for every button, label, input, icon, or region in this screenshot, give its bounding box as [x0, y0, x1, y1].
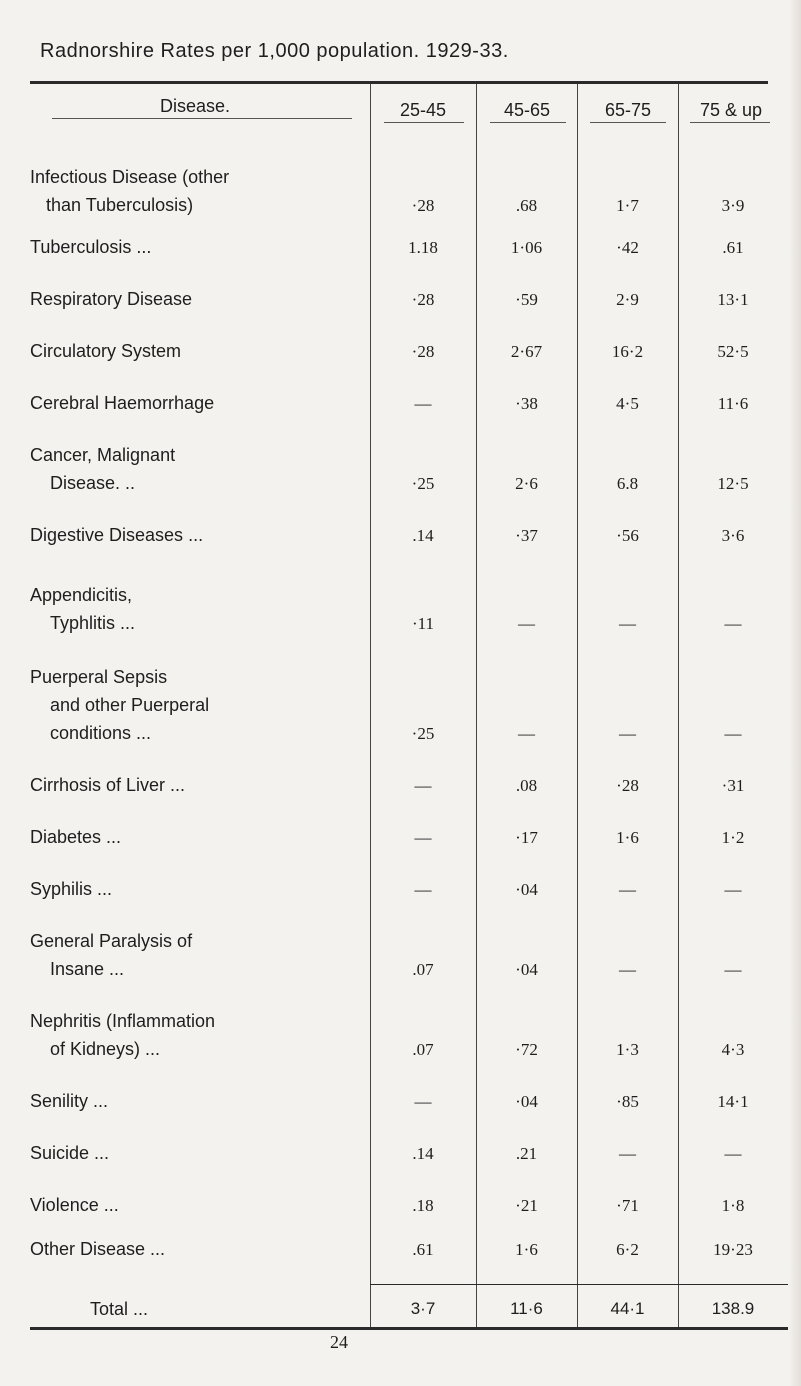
- disease-name: Infectious Disease (other: [30, 167, 230, 187]
- disease-name: Nephritis (Inflammation: [30, 1011, 216, 1031]
- rate-cell: ·72: [515, 1040, 538, 1059]
- rate-cell: ·28: [411, 342, 435, 361]
- page-title: Radnorshire Rates per 1,000 population. 1929-33.: [40, 40, 509, 62]
- column-divider: [370, 84, 371, 1327]
- rate-cell: .61: [722, 238, 744, 257]
- rate-cell: —: [414, 394, 432, 413]
- rate-cell: .21: [515, 1144, 538, 1163]
- rate-cell: ·71: [616, 1196, 639, 1215]
- rate-cell: 1·3: [616, 1040, 639, 1059]
- total-25-45: 3·7: [410, 1299, 436, 1318]
- disease-name: Tuberculosis ...: [30, 237, 152, 257]
- total-75-up: 138.9: [711, 1299, 755, 1318]
- rate-cell: ·59: [515, 290, 538, 309]
- rate-cell: 1·8: [721, 1196, 745, 1215]
- rate-cell: 3·6: [721, 526, 745, 545]
- disease-name: Respiratory Disease: [30, 289, 193, 309]
- rate-cell: 1·7: [616, 196, 639, 215]
- disease-name: Disease. ..: [50, 473, 136, 493]
- disease-name: than Tuberculosis): [46, 195, 194, 215]
- rate-cell: —: [724, 880, 742, 899]
- rate-cell: .14: [412, 1144, 434, 1163]
- rate-cell: .07: [412, 960, 434, 979]
- rate-cell: ·11: [411, 614, 435, 633]
- disease-name: Cerebral Haemorrhage: [30, 393, 215, 413]
- rate-cell: —: [619, 1144, 636, 1163]
- header-underline: [690, 122, 770, 123]
- rate-cell: 12·5: [717, 474, 749, 493]
- rate-cell: ·04: [515, 960, 538, 979]
- header-underline: [490, 122, 566, 123]
- disease-name: Cirrhosis of Liver ...: [30, 775, 186, 795]
- rate-cell: 1.18: [408, 238, 438, 257]
- rate-cell: —: [414, 776, 432, 795]
- disease-name: Puerperal Sepsis: [30, 667, 168, 687]
- rate-cell: 2·67: [510, 342, 543, 361]
- header-45-65: 45-65: [503, 100, 551, 120]
- rate-cell: 13·1: [717, 290, 749, 309]
- disease-name: Cancer, Malignant: [30, 445, 176, 465]
- rate-cell: —: [619, 960, 636, 979]
- rate-cell: .68: [515, 196, 538, 215]
- disease-name: Other Disease ...: [30, 1239, 166, 1259]
- rate-cell: ·28: [411, 196, 435, 215]
- rate-cell: 4·3: [721, 1040, 745, 1059]
- rate-cell: —: [414, 828, 432, 847]
- rate-cell: .08: [515, 776, 538, 795]
- rate-cell: ·25: [411, 474, 435, 493]
- table-bottom-rule: [30, 1327, 788, 1330]
- total-rule: [678, 1284, 788, 1285]
- disease-name: Suicide ...: [30, 1143, 110, 1163]
- rate-cell: —: [518, 614, 535, 633]
- rate-cell: —: [518, 724, 535, 743]
- column-divider: [476, 84, 477, 1327]
- rate-cell: 1·2: [721, 828, 745, 847]
- rate-cell: —: [724, 614, 742, 633]
- header-75-up: 75 & up: [699, 100, 763, 120]
- rate-cell: 1·6: [616, 828, 639, 847]
- total-rule: [370, 1284, 476, 1285]
- disease-name: Diabetes ...: [30, 827, 122, 847]
- rate-cell: 11·6: [717, 394, 749, 413]
- rate-cell: ·25: [411, 724, 435, 743]
- rate-cell: 19·23: [713, 1240, 753, 1259]
- disease-name: and other Puerperal: [50, 695, 210, 715]
- rate-cell: —: [724, 960, 742, 979]
- header-disease: Disease.: [159, 96, 231, 116]
- header-underline: [52, 118, 352, 119]
- rate-cell: —: [619, 724, 636, 743]
- rate-cell: —: [414, 880, 432, 899]
- header-underline: [384, 122, 464, 123]
- total-label: Total ...: [90, 1299, 149, 1319]
- disease-name: Syphilis ...: [30, 879, 113, 899]
- header-65-75: 65-75: [604, 100, 652, 120]
- header-underline: [590, 122, 666, 123]
- page-edge: [789, 0, 801, 1386]
- rate-cell: ·04: [515, 1092, 538, 1111]
- total-45-65: 11·6: [510, 1299, 543, 1318]
- rate-cell: .07: [412, 1040, 434, 1059]
- rate-cell: 1·6: [515, 1240, 538, 1259]
- disease-name: General Paralysis of: [30, 931, 193, 951]
- disease-name: Appendicitis,: [30, 585, 133, 605]
- rate-cell: 3·9: [721, 196, 745, 215]
- rate-cell: ·28: [616, 776, 639, 795]
- rates-table: [30, 0, 798, 1386]
- rate-cell: 4·5: [616, 394, 639, 413]
- header-25-45: 25-45: [399, 100, 447, 120]
- rate-cell: —: [619, 614, 636, 633]
- rate-cell: 16·2: [611, 342, 644, 361]
- disease-name: Circulatory System: [30, 341, 182, 361]
- disease-name: Senility ...: [30, 1091, 109, 1111]
- rate-cell: 6·2: [616, 1240, 639, 1259]
- rate-cell: —: [724, 724, 742, 743]
- rate-cell: ·28: [411, 290, 435, 309]
- rate-cell: 14·1: [717, 1092, 749, 1111]
- disease-name: Violence ...: [30, 1195, 119, 1215]
- rate-cell: ·04: [515, 880, 538, 899]
- rate-cell: .14: [412, 526, 434, 545]
- rate-cell: 52·5: [717, 342, 749, 361]
- rate-cell: —: [724, 1144, 742, 1163]
- rate-cell: ·21: [515, 1196, 538, 1215]
- total-rule: [577, 1284, 678, 1285]
- rate-cell: 2·6: [515, 474, 538, 493]
- disease-name: of Kidneys) ...: [50, 1039, 161, 1059]
- rate-cell: 2·9: [616, 290, 639, 309]
- total-rule: [476, 1284, 577, 1285]
- rate-cell: ·37: [515, 526, 538, 545]
- rate-cell: ·31: [721, 776, 745, 795]
- total-65-75: 44·1: [610, 1299, 645, 1318]
- disease-name: Typhlitis ...: [50, 613, 136, 633]
- rate-cell: ·38: [515, 394, 538, 413]
- table-top-rule: [30, 81, 768, 84]
- column-divider: [577, 84, 578, 1327]
- rate-cell: .18: [412, 1196, 434, 1215]
- rate-cell: .61: [412, 1240, 434, 1259]
- rate-cell: ·42: [616, 238, 639, 257]
- rate-cell: ·85: [616, 1092, 639, 1111]
- disease-name: Insane ...: [50, 959, 125, 979]
- rate-cell: ·17: [515, 828, 538, 847]
- disease-name: conditions ...: [50, 723, 152, 743]
- disease-name: Digestive Diseases ...: [30, 525, 204, 545]
- rate-cell: ·56: [616, 526, 639, 545]
- rate-cell: 6.8: [616, 474, 639, 493]
- page-number: 24: [330, 1332, 348, 1352]
- rate-cell: 1·06: [510, 238, 543, 257]
- rate-cell: —: [619, 880, 636, 899]
- rate-cell: —: [414, 1092, 432, 1111]
- column-divider: [678, 84, 679, 1327]
